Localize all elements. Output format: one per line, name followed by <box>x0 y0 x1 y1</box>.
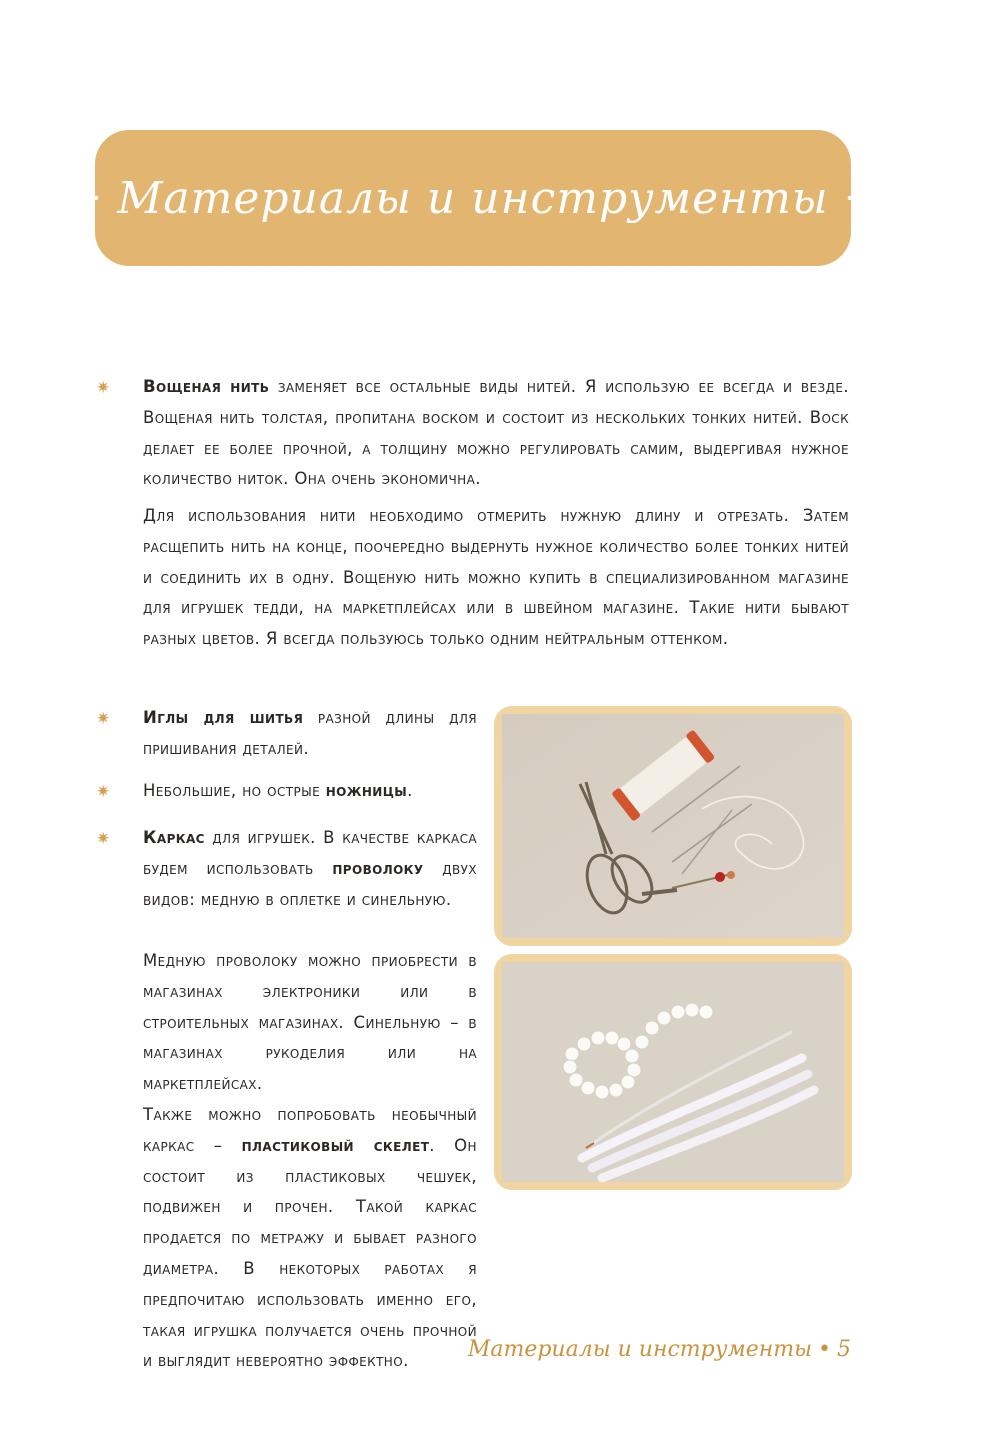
frame-text-2: двух видов: медную в оплетке и синельную. <box>143 858 478 909</box>
photo-wire-frame <box>494 954 852 1190</box>
needles-paragraph <box>143 703 477 765</box>
sun-star-icon: ✷ <box>96 709 111 729</box>
sun-star-icon: ✷ <box>96 829 111 849</box>
photo-tools <box>502 714 844 938</box>
needles-term: Иглы для шитья <box>143 708 304 727</box>
sun-star-icon: ✷ <box>96 782 111 802</box>
needles-text: разной длины для пришивания деталей. <box>143 708 478 758</box>
wire-skeleton-image <box>502 962 844 1182</box>
thread-term: Вощеная нить <box>143 377 270 396</box>
thread-text-2: Для использования нити необходимо отмерить нужную длину и отрезать. Затем расщепить нить на конце, поочередно выдернуть нужное количество более тонких нитей и соединить их в одну. Вощеную нить можно купить в специализированном магазине для игрушек тедди, на маркетплейсах или в швейном магазине. Такие нити бывают разных цветов. Я всегда пользуюсь только одним нейтральным оттенком. <box>143 506 849 649</box>
frame-term-wire: проволоку <box>332 858 424 878</box>
frame-text-4: Также можно попробовать необычный каркас – <box>143 1105 477 1155</box>
footer-title: Материалы и инструменты <box>467 1337 813 1362</box>
title-dot-left: · <box>91 179 102 217</box>
page-number: 5 <box>837 1337 851 1362</box>
page-footer <box>468 1337 851 1362</box>
frame-text-5: . Он состоит из пластиковых чешуек, подвижен и прочен. Такой каркас продается по метражу и бывает разного диаметра. В некоторых работах я предпочитаю использовать именно его, такая игрушка получается очень прочной и выглядит невероятно эффектно. <box>143 1135 477 1371</box>
frame-paragraph-1 <box>143 823 477 915</box>
frame-term-skeleton: пластиковый скелет <box>241 1135 430 1155</box>
scissors-thread-needles-image <box>502 714 844 938</box>
frame-paragraph-2 <box>143 946 477 1100</box>
scissors-text-before: Небольшие, но острые <box>143 781 326 800</box>
page-title: Материалы и инструменты <box>117 172 829 224</box>
thread-paragraph-2 <box>143 501 849 655</box>
photo-tools-frame <box>494 706 852 946</box>
photo-wire <box>502 962 844 1182</box>
footer-separator: • <box>818 1337 831 1362</box>
scissors-paragraph <box>143 776 477 807</box>
frame-term: Каркас <box>143 828 205 847</box>
thread-text-1: заменяет все остальные виды нитей. Я использую ее всегда и везде. Вощеная нить толстая, пропитана воском и состоит из нескольких тонких нитей. Воск делает ее более прочной, а толщину можно регулировать самим, выдергивая нужное количество ниток. Она очень экономична. <box>143 377 850 489</box>
frame-text-3: Медную проволоку можно приобрести в магазинах электроники или в строительных магазинах. Синельную – в магазинах рукоделия или на маркетплейсах. <box>143 951 477 1094</box>
frame-paragraph-3 <box>143 1100 477 1371</box>
frame-text-1: для игрушек. В качестве каркаса будем использовать <box>143 828 477 878</box>
title-dot-right: · <box>844 179 855 217</box>
thread-paragraph-1 <box>143 372 849 495</box>
title-banner <box>91 130 855 266</box>
scissors-term: ножницы <box>325 781 408 800</box>
sun-star-icon: ✷ <box>96 378 111 398</box>
scissors-text-after: . <box>407 781 413 800</box>
